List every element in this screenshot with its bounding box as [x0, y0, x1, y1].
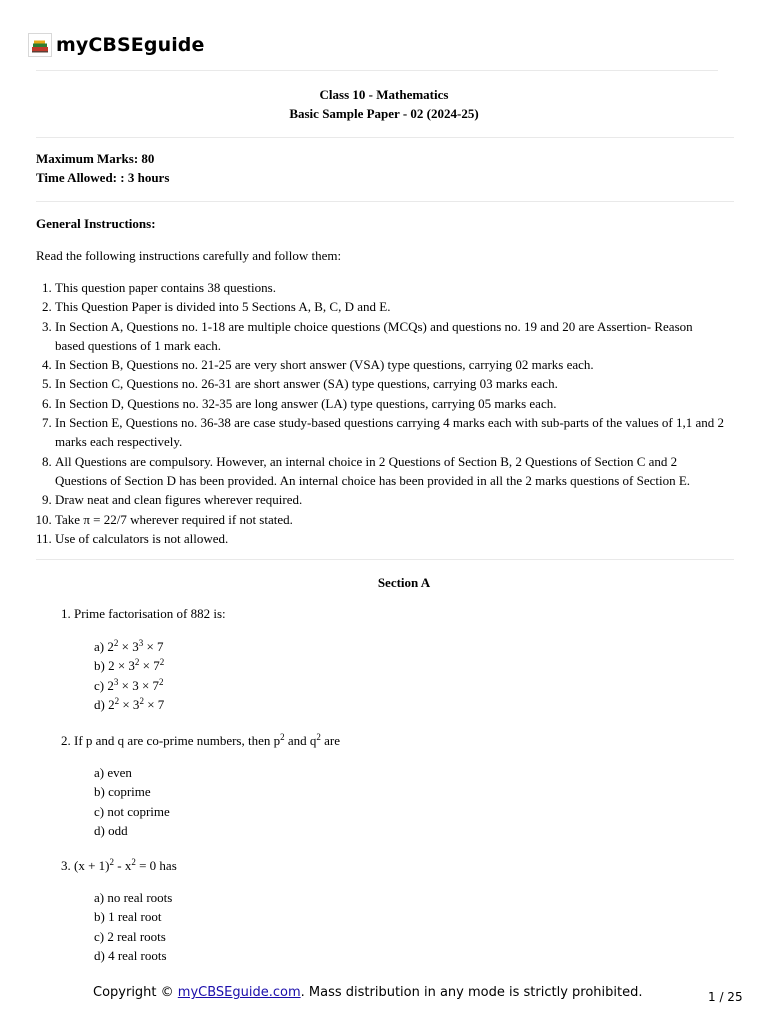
site-header — [28, 32, 205, 58]
paper-title: Basic Sample Paper - 02 (2024-25) — [289, 106, 479, 121]
option-b: b) 1 real root — [94, 909, 162, 925]
option-d: d) odd — [94, 822, 128, 838]
section-a-title: Section A — [377, 575, 431, 590]
instruction-item: 5. In Section C, Questions no. 26-31 are short answer (SA) type questions, carrying 03 marks each. — [55, 374, 725, 393]
option-c: c) $2^3 \times 3 \times 7^2$ — [94, 676, 164, 693]
option-d: d) 4 real roots — [94, 947, 167, 963]
instruction-item: 9. Draw neat and clean figures wherever required. — [55, 490, 725, 509]
read-instructions-line: Read the following instructions carefully and follow them: — [36, 248, 342, 263]
brand-name: myCBSEguide — [56, 34, 205, 56]
option-c: c) not coprime — [94, 803, 170, 819]
question-1-options — [94, 637, 164, 714]
divider — [36, 70, 718, 71]
option-d: d) $2^2 \times 3^2 \times 7$ — [94, 695, 165, 712]
instructions-list — [55, 278, 725, 548]
question-3-options — [94, 888, 172, 965]
option-a: a) even — [94, 765, 132, 780]
option-a: a) no real roots — [94, 890, 173, 905]
copyright-footer: Copyright © myCBSEguide.com. Mass distribution in any mode is strictly prohibited. — [93, 985, 643, 1000]
instruction-item: 4. In Section B, Questions no. 21-25 are very short answer (VSA) type questions, carrying 02 marks each. — [55, 355, 725, 374]
book-stack-logo-icon — [28, 33, 52, 57]
mycbseguide-link[interactable]: myCBSEguide.com — [177, 985, 301, 1000]
option-c: c) 2 real roots — [94, 928, 166, 944]
question-2-options — [94, 763, 170, 840]
divider — [36, 559, 734, 560]
divider — [36, 137, 734, 138]
general-instructions-heading: General Instructions: — [36, 216, 156, 231]
option-b: b) $2 \times 3^2 \times 7^2$ — [94, 657, 165, 674]
instruction-item: 6. In Section D, Questions no. 32-35 are long answer (LA) type questions, carrying 05 marks each. — [55, 394, 725, 413]
question-2: 2. If p and q are co-prime numbers, then $p^2$ and $q^2$ are — [61, 732, 341, 748]
option-b: b) coprime — [94, 784, 151, 800]
instruction-item: 11. Use of calculators is not allowed. — [55, 529, 725, 548]
instruction-item: 1. This question paper contains 38 questions. — [55, 278, 725, 297]
page-number: 1 / 25 — [708, 990, 743, 1004]
class-title: Class 10 - Mathematics — [319, 87, 449, 102]
instruction-item: 8. All Questions are compulsory. However, an internal choice in 2 Questions of Section B, 2 Questions of Section C and 2 Questions of Section D has been provided. An internal choice has been provided in all the 2 marks questions of Section E. — [55, 452, 725, 491]
instruction-item: 7. In Section E, Questions no. 36-38 are case study-based questions carrying 4 marks each with sub-parts of the values of 1,1 and 2 marks each respectively. — [55, 413, 725, 452]
instruction-item: 2. This Question Paper is divided into 5 Sections A, B, C, D and E. — [55, 297, 725, 316]
divider — [36, 201, 734, 202]
option-a: a) $2^2 \times 3^3 \times 7$ — [94, 638, 164, 654]
question-3: 3. $(x + 1)^2 - x^2 = 0$ has — [61, 857, 177, 873]
instruction-item: 3. In Section A, Questions no. 1-18 are multiple choice questions (MCQs) and questions no. 19 and 20 are Assertion- Reason based questions of 1 mark each. — [55, 317, 725, 356]
max-marks: Maximum Marks: 80 — [36, 151, 155, 166]
question-1: 1. Prime factorisation of 882 is: — [61, 606, 226, 621]
time-allowed: Time Allowed: : 3 hours — [36, 170, 170, 185]
instruction-item: 10. Take π = 22/7 wherever required if not stated. — [55, 510, 725, 529]
